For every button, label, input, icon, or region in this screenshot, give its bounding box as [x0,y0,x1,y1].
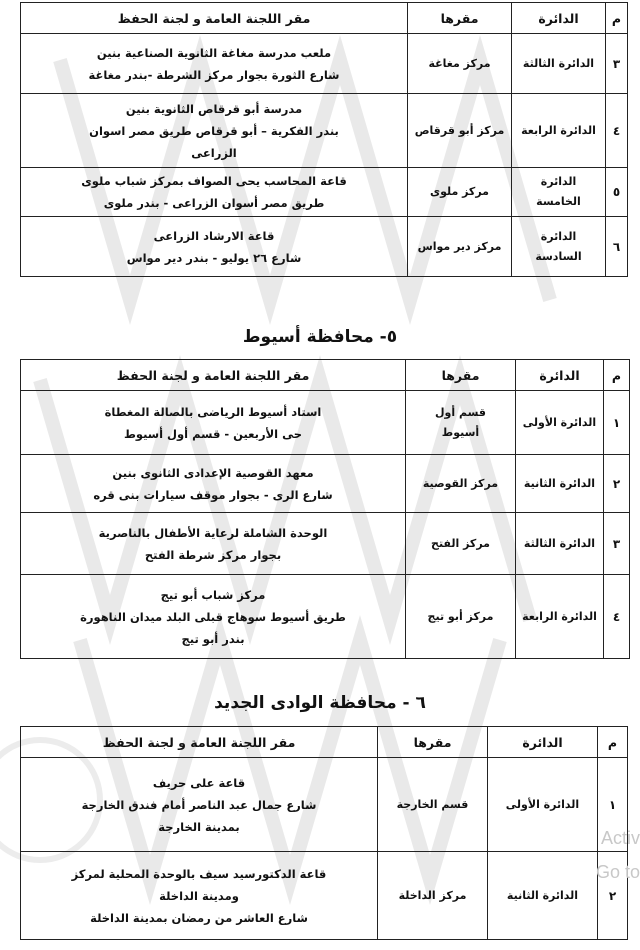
table-row [21,758,628,852]
district-cell-line: الخامسة [536,195,581,208]
table-row [21,575,630,659]
header-num: م [604,360,630,391]
seat-cell [408,94,512,168]
table-row [21,391,630,455]
committee-cell-line: قاعة الارشاد الزراعى [153,228,275,243]
header-district: الدائرة [488,727,598,758]
table-header-row [21,727,628,758]
committee-cell-line: مركز شباب أبو تيج [160,587,266,602]
seat-cell-line: مركز أبو تيج [427,609,494,623]
committee-cell-line: شارع الثورة بجوار مركز الشرطة -بندر مغاغة [88,67,340,82]
header-seat: مقرها [406,360,516,391]
district-cell [512,168,606,217]
table-row [21,217,628,277]
district-cell-line: الدائرة [540,175,577,188]
committee-cell-line: بمدينة الخارجة [158,819,240,834]
table-continuation [20,2,628,277]
section-title-new-valley: ٦ - محافظة الوادى الجديد [214,693,426,713]
committee-cell-line: بجوار مركز شرطة الفتح [144,547,282,562]
district-cell [516,455,604,513]
seat-cell-line: مركز الداخلة [398,888,467,902]
header-committee: مقر اللجنة العامة و لجنة الحفظ [21,3,408,34]
district-cell [488,852,598,940]
committee-cell [21,217,408,277]
committee-cell-line: شارع العاشر من رمضان بمدينة الداخلة [90,910,308,925]
row-number: ٤ [606,94,628,168]
seat-cell [408,34,512,94]
seat-cell [408,217,512,277]
committee-cell-line: طريق مصر أسوان الزراعى - بندر ملوى [103,196,325,210]
row-number: ١ [604,391,630,455]
row-number: ٣ [604,513,630,575]
committee-cell-line: الوحدة الشاملة لرعاية الأطفال بالناصرية [98,525,328,540]
seat-cell-line: أسيوط [441,425,480,439]
row-number: ١ [598,758,628,852]
committee-cell-line: ملعب مدرسة مغاغة الثانوية الصناعية بنين [96,45,332,60]
header-committee: مقر اللجنة العامة و لجنة الحفظ [21,360,406,391]
seat-cell-line: مركز الفتح [431,536,490,550]
district-cell [516,575,604,659]
committee-cell-line: بندر أبو تيج [181,631,245,646]
district-cell-line: السادسة [535,249,582,263]
district-cell-line: الدائرة الأولى [505,797,580,811]
seat-cell [378,852,488,940]
table-asyut [20,359,630,659]
section-title-asyut: ٥- محافظة أسيوط [242,327,398,347]
committee-cell [21,94,408,168]
header-num: م [598,727,628,758]
committee-cell-line: ومدينة الداخلة [159,888,239,903]
district-cell-line: الدائرة الثانية [523,476,596,490]
seat-cell [406,455,516,513]
table-new-valley [20,726,628,940]
committee-cell-line: حى الأربعين - قسم أول أسيوط [123,426,303,441]
row-number: ٣ [606,34,628,94]
district-cell [512,94,606,168]
table-row [21,455,630,513]
district-cell-line: الدائرة الثالثة [522,56,595,70]
district-cell [516,391,604,455]
table-row [21,852,628,940]
activation-overlay-line1: Activ [600,828,640,848]
committee-cell-line: شارع ٢٦ يوليو - بندر دير مواس [126,250,302,265]
committee-cell-line: قاعة المحاسب يحى الصواف بمركز شباب ملوى [81,174,347,188]
committee-cell-line: قاعة الدكتورسيد سيف بالوحدة المحلية لمركز [71,866,327,881]
table-row [21,168,628,217]
district-cell-line: الدائرة الثانية [506,888,579,902]
header-district: الدائرة [516,360,604,391]
committee-cell-line: استاد أسيوط الرياضى بالصالة المغطاة [104,404,322,419]
row-number: ٢ [604,455,630,513]
committee-cell [21,758,378,852]
seat-cell-line: مركز مغاغة [428,56,491,70]
header-num: م [606,3,628,34]
district-cell [512,34,606,94]
district-cell [512,217,606,277]
seat-cell [408,168,512,217]
header-district: الدائرة [512,3,606,34]
header-committee: مقر اللجنة العامة و لجنة الحفظ [21,727,378,758]
committee-cell [21,34,408,94]
committee-cell-line: مدرسة أبو قرقاص الثانوية بنين [125,101,303,116]
committee-cell-line: معهد القوصية الإعدادى الثانوى بنين [112,465,314,480]
row-number: ٥ [606,168,628,217]
district-cell [516,513,604,575]
seat-cell-line: قسم أول [434,405,486,419]
committee-cell [21,513,406,575]
committee-cell [21,852,378,940]
district-cell-line: الدائرة الرابعة [522,609,597,623]
district-cell-line: الدائرة الثالثة [523,536,596,550]
seat-cell-line: مركز ملوى [429,185,489,198]
committee-cell [21,575,406,659]
committee-cell-line: شارع الرى - بجوار موقف سيارات بنى قره [93,487,333,502]
committee-cell [21,455,406,513]
committee-cell-line: قاعة على حريف [152,775,246,790]
table-row [21,34,628,94]
seat-cell-line: مركز القوصية [422,476,499,490]
seat-cell-line: مركز أبو قرقاص [414,123,505,137]
seat-cell [378,758,488,852]
table-header-row [21,360,630,391]
seat-cell-line: قسم الخارجة [396,797,469,811]
committee-cell-line: شارع جمال عبد الناصر أمام فندق الخارجة [81,797,317,812]
district-cell-line: الدائرة [540,229,577,243]
committee-cell-line: بندر الفكرية – أبو قرقاص طريق مصر اسوان [89,123,339,138]
seat-cell [406,391,516,455]
row-number: ٢ [598,852,628,940]
header-seat: مقرها [408,3,512,34]
seat-cell-line: مركز دير مواس [417,239,502,253]
header-seat: مقرها [378,727,488,758]
committee-cell-line: الزراعى [191,145,237,160]
activation-overlay-line2: Go to [595,862,640,882]
row-number: ٤ [604,575,630,659]
committee-cell-line: طريق أسيوط سوهاج قبلى البلد ميدان الناهورة [80,609,346,624]
seat-cell [406,513,516,575]
district-cell [488,758,598,852]
table-header-row [21,3,628,34]
table-row [21,513,630,575]
district-cell-line: الدائرة الرابعة [521,123,596,137]
seat-cell [406,575,516,659]
committee-cell [21,168,408,217]
table-row [21,94,628,168]
committee-cell [21,391,406,455]
district-cell-line: الدائرة الأولى [522,415,597,429]
row-number: ٦ [606,217,628,277]
